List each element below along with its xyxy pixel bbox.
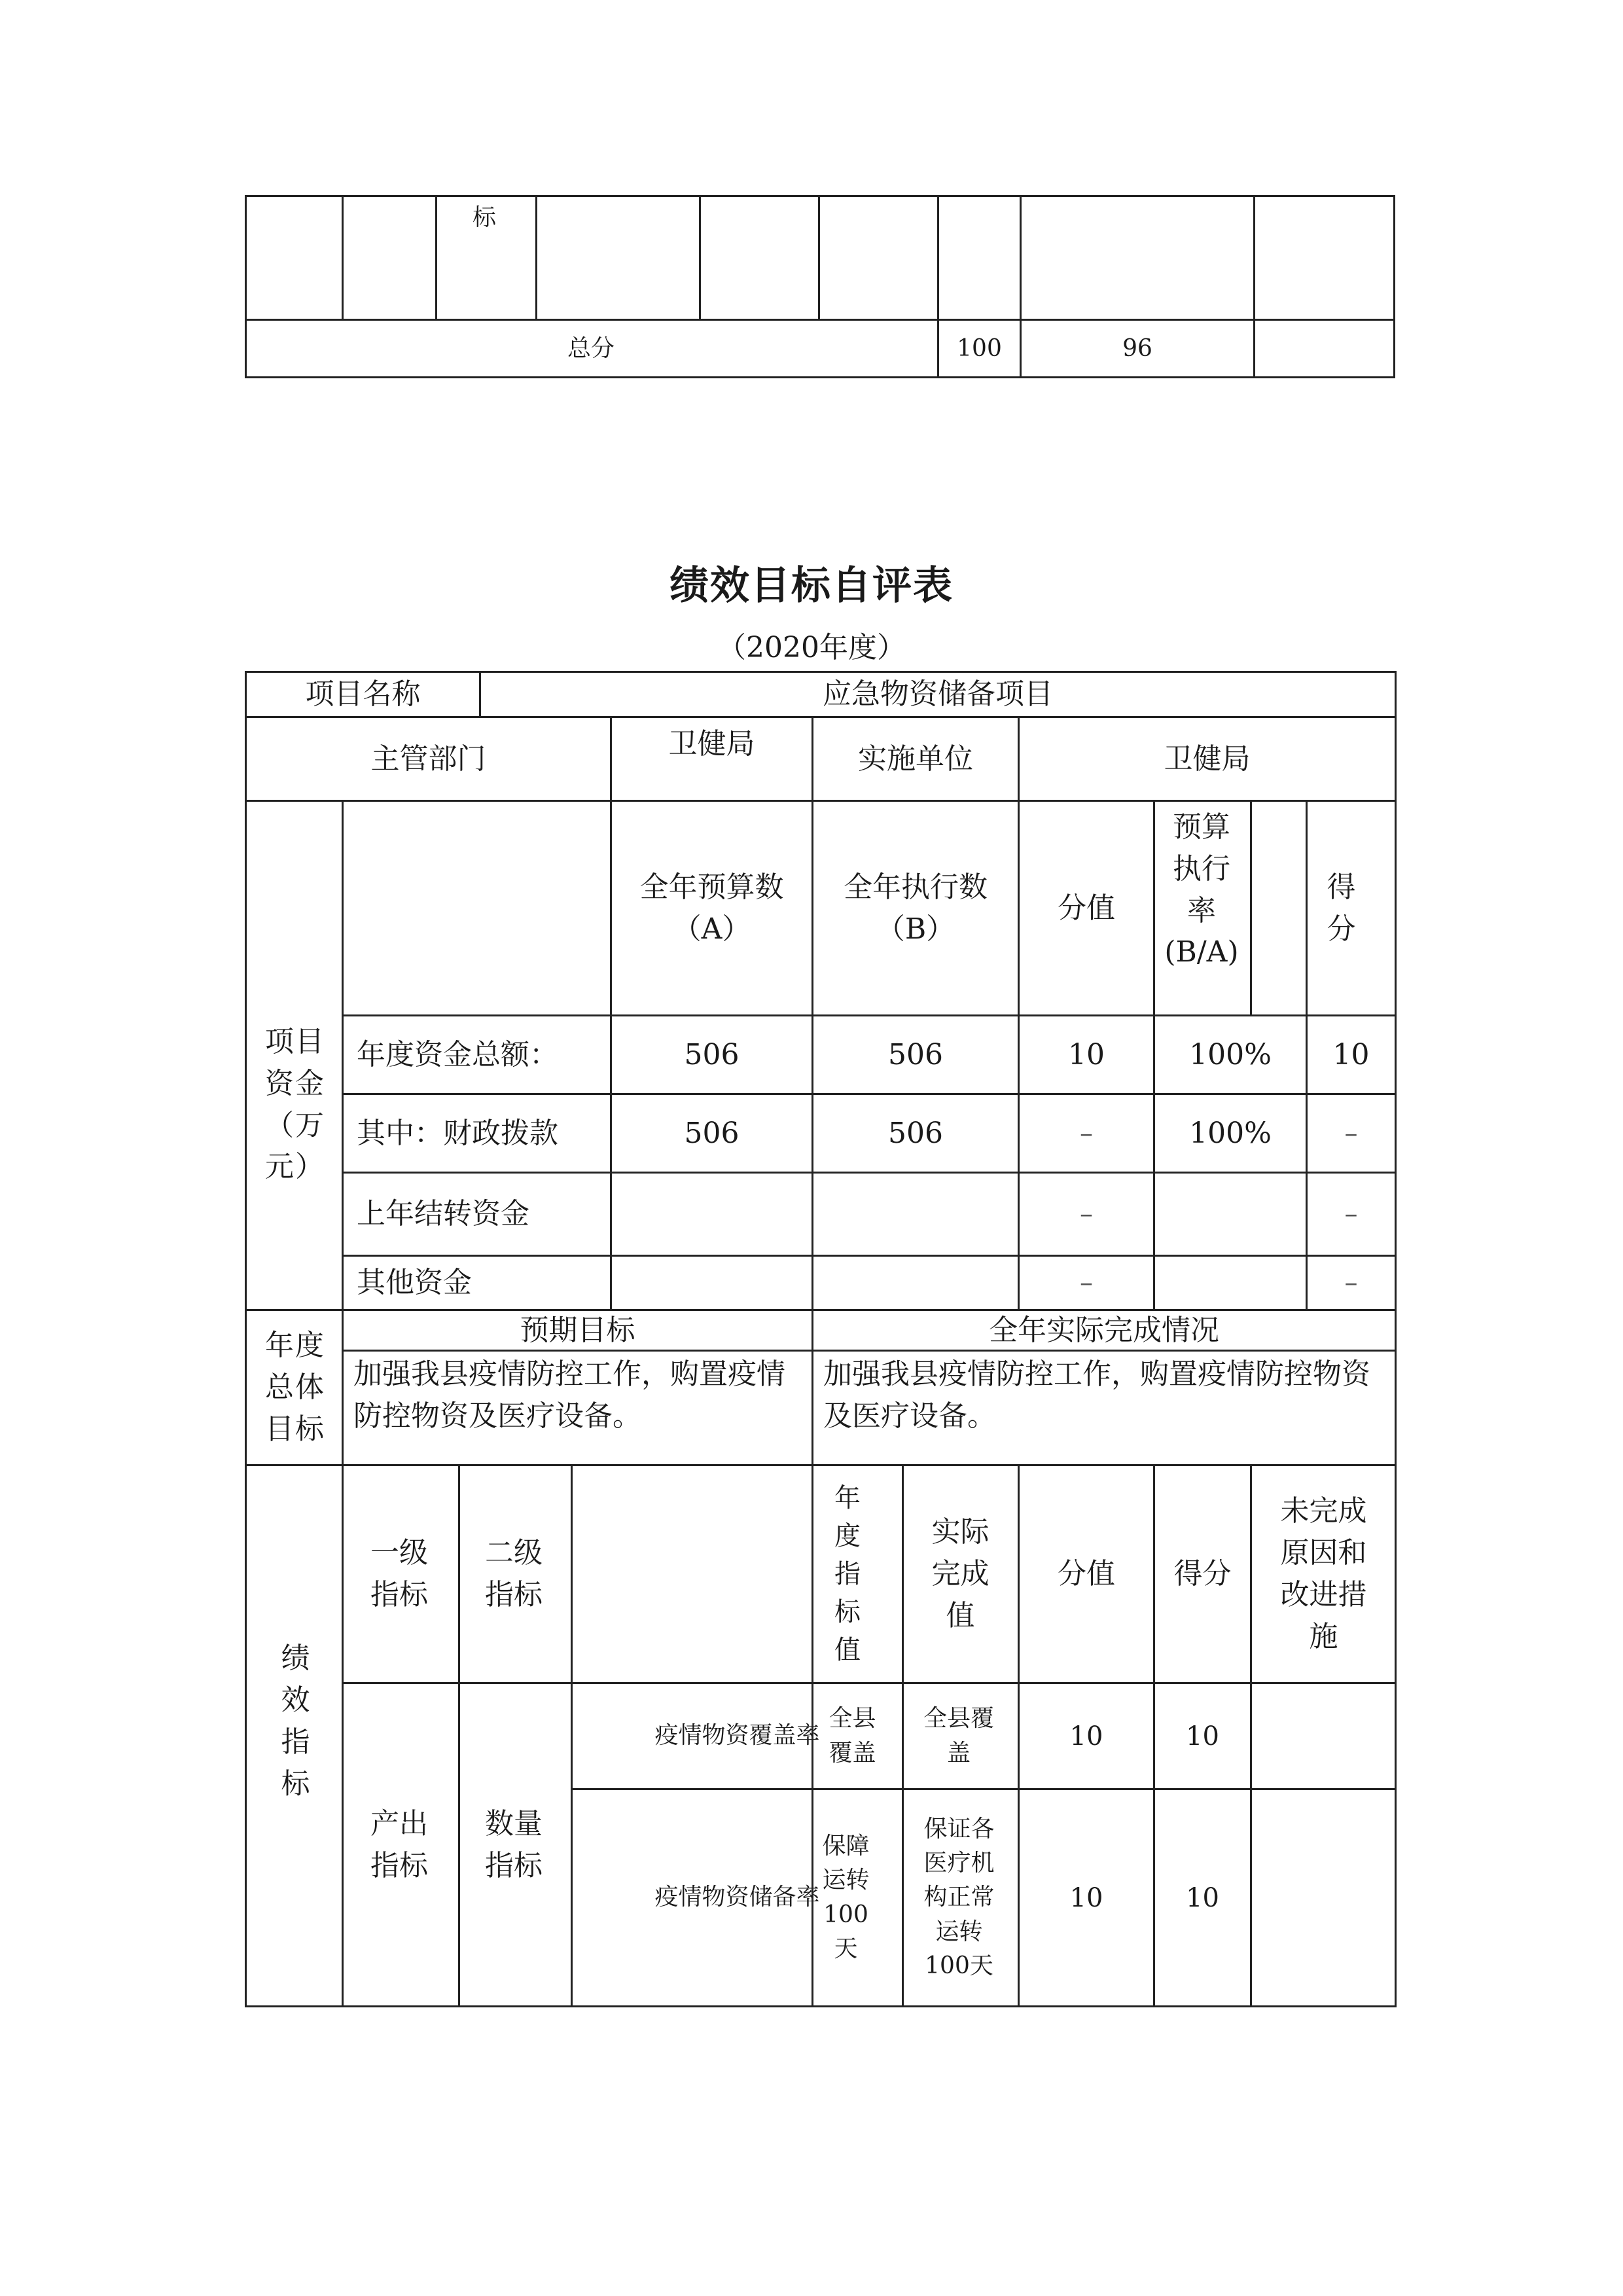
col-got-header: 得分 — [1327, 870, 1356, 946]
funds-row-score: 10 — [1068, 1037, 1105, 1071]
page-subtitle: （2020年度） — [717, 631, 906, 665]
funds-row-score: – — [1080, 1118, 1093, 1149]
funds-row-score: – — [1080, 1199, 1093, 1229]
indicator-got: 10 — [1186, 1721, 1219, 1751]
funds-row-rate: 100% — [1189, 1037, 1272, 1071]
funds-row-budget: 506 — [684, 1037, 740, 1071]
expected-goal-header: 预期目标 — [520, 1313, 635, 1347]
indicator-actual: 保证各医疗机构正常运转100天 — [923, 1816, 995, 1979]
indicator-score: 10 — [1069, 1882, 1103, 1913]
dept-value: 卫健局 — [668, 727, 755, 761]
indicator-score: 10 — [1069, 1721, 1103, 1751]
actual-goal-text: 加强我县疫情防控工作，购置疫情防控物资及医疗设备。 — [823, 1357, 1370, 1433]
funds-row-got: – — [1344, 1199, 1358, 1229]
col-score-header: 分值 — [1058, 891, 1115, 925]
col-actual-header: 实际完成值 — [931, 1515, 990, 1632]
indicators-section-label: 绩效指标 — [281, 1641, 312, 1801]
goals-section-label: 年度总体目标 — [265, 1329, 325, 1446]
indicator-target: 保障运转100天 — [822, 1833, 870, 1962]
col-level2-header: 二级指标 — [485, 1536, 543, 1611]
prev-indicator-fragment: 标 — [472, 204, 496, 231]
funds-row-label: 年度资金总额： — [357, 1037, 558, 1071]
funds-row-got: 10 — [1332, 1037, 1370, 1071]
funds-row-exec: 506 — [888, 1116, 943, 1150]
col-ind-score-header: 分值 — [1058, 1557, 1115, 1591]
funds-row-label: 其中：财政拨款 — [357, 1116, 558, 1150]
col-ind-got-header: 得分 — [1173, 1557, 1232, 1591]
funds-row-rate: 100% — [1189, 1116, 1272, 1150]
indicator-name: 疫情物资覆盖率 — [654, 1722, 820, 1749]
level1-value: 产出指标 — [370, 1806, 428, 1882]
indicator-name: 疫情物资储备率 — [654, 1884, 820, 1911]
funds-row-label: 上年结转资金 — [357, 1197, 529, 1231]
actual-goal-header: 全年实际完成情况 — [989, 1313, 1219, 1347]
indicator-actual: 全县覆盖 — [923, 1705, 994, 1767]
impl-value: 卫健局 — [1164, 742, 1251, 776]
indicator-got: 10 — [1186, 1882, 1219, 1913]
funds-row-score: – — [1080, 1268, 1093, 1298]
funds-row-label: 其他资金 — [357, 1266, 472, 1300]
col-rate-header: 预算执行率(B/A) — [1164, 810, 1239, 969]
funds-row-got: – — [1344, 1118, 1358, 1149]
project-name-label: 项目名称 — [305, 677, 421, 711]
funds-row-got: – — [1344, 1268, 1358, 1298]
total-score-value: 100 — [957, 334, 1002, 362]
indicator-target: 全县覆盖 — [829, 1705, 876, 1767]
col-budget-header: 全年预算数（A） — [639, 870, 784, 946]
impl-label: 实施单位 — [858, 742, 973, 776]
funds-row-exec: 506 — [888, 1037, 943, 1071]
total-score-got: 96 — [1122, 334, 1152, 362]
col-reason-header: 未完成原因和改进措施 — [1280, 1494, 1367, 1653]
funds-row-budget: 506 — [684, 1116, 740, 1150]
total-label: 总分 — [567, 334, 615, 362]
col-exec-header: 全年执行数（B） — [844, 870, 988, 946]
project-name-value: 应急物资储备项目 — [823, 677, 1053, 711]
dept-label: 主管部门 — [370, 742, 486, 776]
expected-goal-text: 加强我县疫情防控工作，购置疫情防控物资及医疗设备。 — [353, 1357, 785, 1433]
page-title: 绩效目标自评表 — [669, 562, 954, 609]
col-level1-header: 一级指标 — [370, 1536, 428, 1611]
level2-value: 数量指标 — [485, 1806, 543, 1882]
col-target-header: 年度指标值 — [834, 1483, 861, 1665]
funds-section-label: 项目资金（万元） — [265, 1024, 325, 1184]
